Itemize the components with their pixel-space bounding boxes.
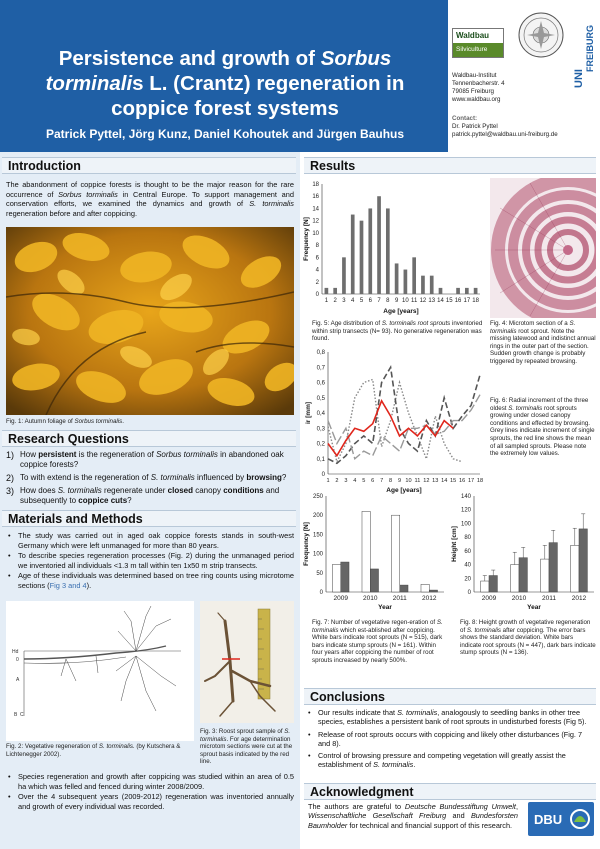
fig8-bar bbox=[549, 543, 557, 592]
fig5-y-tick-label: 16 bbox=[312, 194, 319, 201]
fig6-y-tick-label: 0,3 bbox=[316, 426, 325, 433]
uni-logo-uni: UNI bbox=[573, 69, 585, 88]
fig2-caption: Fig. 2: Vegetative regeneration of S. torminalis. (by Kutschera & Lichtenegger 2002). bbox=[6, 743, 181, 758]
fig5-y-tick-label: 12 bbox=[312, 218, 319, 225]
fig5-bar bbox=[386, 208, 390, 294]
fig5-bar bbox=[395, 263, 399, 294]
fig6-x-tick-label: 8 bbox=[389, 478, 393, 484]
fig6-x-tick-label: 4 bbox=[353, 478, 357, 484]
fig5-age-distribution-chart bbox=[300, 178, 488, 318]
acknowledgment-heading: Acknowledgment bbox=[304, 783, 596, 800]
fig6-x-tick-label: 12 bbox=[423, 478, 430, 484]
fig7-bar bbox=[332, 564, 340, 592]
conclusion-item: • Our results indicate that S. torminalis, analogously to seedling banks in other tree species, establishes a persistent bank of root sprouts in undisturbed forests (Fig 5). bbox=[308, 708, 594, 727]
fig6-x-tick-label: 10 bbox=[405, 478, 412, 484]
fig7-bar bbox=[421, 584, 429, 592]
results-heading: Results bbox=[304, 157, 596, 174]
microtom-section-photo bbox=[490, 178, 596, 318]
fig7-x-tick-label: 2010 bbox=[363, 595, 378, 602]
fig5-x-tick-label: 3 bbox=[342, 298, 346, 304]
fig5-bar bbox=[368, 208, 372, 294]
fig8-y-axis-label: Height [cm] bbox=[451, 526, 458, 562]
institute-line: 79085 Freiburg bbox=[452, 88, 494, 95]
diagram-label-b: B bbox=[14, 712, 18, 718]
fig5-bar bbox=[456, 288, 460, 294]
fig5-x-tick-label: 14 bbox=[437, 298, 444, 304]
fig7-vegetative-regeneration-chart bbox=[300, 490, 448, 616]
fig5-bar bbox=[333, 288, 337, 294]
poster-authors: Patrick Pyttel, Jörg Kunz, Daniel Kohoutek and Jürgen Bauhus bbox=[45, 127, 405, 141]
fig5-x-tick-label: 11 bbox=[411, 298, 418, 304]
fig6-y-tick-label: 0,5 bbox=[316, 395, 325, 402]
fig8-caption: Fig. 8: Height growth of vegetative regeneration of S. torminalis after coppicing. The error bars shows the standard deviation. White bars indicate root sprouts (N = 447), dark bars indicate stump sprouts (N = 136). bbox=[460, 619, 596, 657]
fig7-bar bbox=[391, 515, 399, 592]
fig7-x-tick-label: 2011 bbox=[392, 595, 407, 602]
fig3-caption: Fig. 3: Roost sprout sample of S. torminalis. For age determination microtom sections were cut at the sprout basis indicated by the red line. bbox=[200, 728, 293, 766]
fig5-x-tick-label: 16 bbox=[454, 298, 462, 304]
methods-item: • Age of these individuals was determined based on tree ring counts using microtome sections (Fig 3 and 4). bbox=[8, 571, 294, 590]
fig5-bar bbox=[377, 196, 381, 294]
fig6-y-tick-label: 0,8 bbox=[316, 350, 325, 356]
fig5-x-tick-label: 9 bbox=[394, 298, 399, 304]
fig5-bar bbox=[421, 276, 425, 294]
methods-item: • Over the 4 subsequent years (2009-2012) regeneration was inventoried annually and growth of every individual was recorded. bbox=[8, 792, 294, 811]
uni-logo-freiburg: FREIBURG bbox=[585, 25, 595, 72]
poster-header bbox=[0, 0, 448, 152]
institute-line: Waldbau-Institut bbox=[452, 72, 497, 79]
acknowledgment-text: The authors are grateful to Deutsche Bundesstiftung Umwelt, Wissenschaftliche Gesellschaft Freiburg and Bundesforsten Baumholder for technical and financial support of this research. bbox=[308, 802, 518, 830]
conclusions-list bbox=[308, 708, 594, 771]
fig8-y-tick-label: 40 bbox=[464, 562, 471, 569]
fig5-x-tick-label: 4 bbox=[351, 298, 355, 304]
fig7-bar bbox=[400, 585, 408, 592]
methods-list-2 bbox=[8, 772, 294, 812]
fig8-height-growth-chart bbox=[448, 490, 598, 616]
fig5-bar bbox=[439, 288, 443, 294]
fig5-x-tick-label: 13 bbox=[428, 298, 436, 304]
university-seal-icon bbox=[517, 11, 565, 59]
materials-methods-heading: Materials and Methods bbox=[2, 510, 296, 527]
fig8-y-tick-label: 120 bbox=[460, 507, 471, 514]
fig8-x-tick-label: 2012 bbox=[571, 595, 587, 602]
fig6-caption: Fig. 6: Radial increment of the three oldest S. torminalis root sprouts growing under closed canopy conditions and effected by browsing. Grey lines indicate increment of single sprouts, the red line shows the mean of all sampled sprouts. Please note the extremely low values. bbox=[490, 397, 595, 458]
fig8-x-axis-label: Year bbox=[527, 604, 541, 611]
fig6-y-tick-label: 0,6 bbox=[316, 380, 325, 387]
conclusion-item: • Control of browsing pressure and competing vegetation will greatly assist the establishment of S. torminalis. bbox=[308, 751, 594, 770]
fig6-y-axis-label: ir [mm] bbox=[305, 401, 312, 425]
fig5-x-tick-label: 2 bbox=[333, 298, 337, 304]
dbu-logo bbox=[528, 802, 594, 836]
methods-item: • To describe species regeneration processes (Fig. 2) during the unmanaged period we inventoried all individuals <1.3 m tall within ten 1x50 m strip transects. bbox=[8, 551, 294, 570]
fig5-x-tick-label: 1 bbox=[324, 298, 329, 304]
fig6-x-tick-label: 15 bbox=[450, 478, 457, 484]
contact-heading: Contact: bbox=[452, 115, 478, 122]
fig7-bar bbox=[429, 590, 437, 592]
fig5-y-tick-label: 2 bbox=[315, 279, 319, 286]
fig7-caption: Fig. 7: Number of vegetative regen-eration of S. torminalis which est-ablished after coppicing. White bars indicate root sprouts (N = 515), dark bars indicate stump sprouts (N = 161). Within four years after coppicing the number of root sprouts increased by nearly 500%. bbox=[312, 619, 443, 664]
fig6-x-tick-label: 9 bbox=[397, 478, 402, 484]
fig8-bar bbox=[541, 559, 549, 592]
fig8-y-tick-label: 100 bbox=[460, 521, 471, 528]
fig6-x-tick-label: 7 bbox=[380, 478, 384, 484]
methods-list bbox=[8, 531, 294, 592]
fig8-bar bbox=[481, 581, 489, 592]
autumn-foliage-photo bbox=[6, 227, 294, 415]
contact-info bbox=[452, 115, 598, 139]
fig5-bar bbox=[412, 257, 416, 294]
fig6-x-tick-label: 13 bbox=[432, 478, 439, 484]
fig6-x-tick-label: 11 bbox=[414, 478, 421, 484]
fig5-bar bbox=[342, 257, 346, 294]
fig5-y-tick-label: 4 bbox=[315, 267, 319, 274]
fig5-x-tick-label: 8 bbox=[386, 298, 390, 304]
fig7-y-axis-label: Frequency [N] bbox=[303, 522, 310, 566]
dbu-logo-text: DBU bbox=[534, 812, 563, 827]
fig5-caption: Fig. 5: Age distribution of S. torminalis root sprouts inventoried within strip transects (N= 93). No generative regeneration was found. bbox=[312, 320, 483, 343]
fig6-x-tick-label: 1 bbox=[326, 478, 330, 484]
fig5-bar bbox=[404, 270, 408, 294]
fig8-bar bbox=[571, 545, 579, 592]
fig8-y-tick-label: 80 bbox=[464, 535, 471, 542]
root-sprout-photo bbox=[200, 601, 294, 723]
fig5-x-tick-label: 7 bbox=[377, 298, 381, 304]
waldbau-logo: Waldbau Silviculture bbox=[452, 28, 504, 58]
fig5-y-tick-label: 10 bbox=[312, 230, 319, 237]
fig8-bar bbox=[519, 558, 527, 592]
fig5-x-axis-label: Age [years] bbox=[383, 308, 419, 315]
fig7-bar bbox=[370, 569, 378, 592]
diagram-label-c: C bbox=[20, 712, 24, 718]
fig5-bar bbox=[325, 288, 329, 294]
fig7-y-tick-label: 50 bbox=[316, 570, 323, 577]
fig6-x-tick-label: 18 bbox=[476, 478, 484, 484]
fig7-y-tick-label: 250 bbox=[312, 494, 323, 500]
fig6-series-line-1 bbox=[328, 380, 462, 462]
introduction-text: The abandonment of coppice forests is thought to be the major reason for the rare occurrence of Sorbus torminalis in Central Europe. To support management and conservation efforts, we examined the dynamics and growth of S. torminalis regeneration before and after coppicing. bbox=[6, 180, 294, 218]
fig6-y-tick-label: 0,7 bbox=[316, 365, 325, 372]
fig8-x-tick-label: 2010 bbox=[511, 595, 527, 602]
fig5-y-tick-label: 6 bbox=[315, 255, 319, 262]
diagram-label-hd: Hd bbox=[12, 649, 19, 655]
fig5-bar bbox=[360, 221, 364, 294]
research-questions-list bbox=[6, 450, 294, 509]
conclusions-heading: Conclusions bbox=[304, 688, 596, 705]
fig5-bar bbox=[351, 215, 355, 294]
contact-name: Dr. Patrick Pyttel bbox=[452, 123, 498, 130]
fig6-y-tick-label: 0,1 bbox=[316, 456, 325, 463]
institute-line: Tennenbacherstr. 4 bbox=[452, 80, 505, 87]
fig7-y-tick-label: 100 bbox=[312, 551, 323, 558]
fig6-y-tick-label: 0,2 bbox=[316, 441, 325, 448]
fig5-y-tick-label: 14 bbox=[312, 206, 319, 213]
fig5-x-tick-label: 10 bbox=[402, 298, 409, 304]
fig7-y-tick-label: 150 bbox=[312, 532, 323, 539]
fig6-y-tick-label: 0 bbox=[321, 472, 325, 478]
poster-title: Persistence and growth of Sorbus torminalis L. (Crantz) regeneration in coppice forest systems bbox=[45, 47, 405, 120]
fig5-bar bbox=[474, 288, 478, 294]
fig6-radial-increment-chart bbox=[300, 346, 488, 494]
research-questions-heading: Research Questions bbox=[2, 430, 296, 447]
fig1-caption: Fig. 1: Autumn foliage of Sorbus torminalis. bbox=[6, 418, 124, 425]
fig5-x-tick-label: 17 bbox=[463, 298, 471, 304]
introduction-heading: Introduction bbox=[2, 157, 296, 174]
fig7-x-axis-label: Year bbox=[378, 604, 392, 611]
fig8-bar bbox=[489, 576, 497, 592]
methods-item: • The study was carried out in aged oak coppice forests stands in south-west Germany which were left unmanaged for more than 80 years. bbox=[8, 531, 294, 550]
fig6-series-line-4 bbox=[328, 401, 453, 456]
conclusion-item: • Release of root sprouts occurs with coppicing and likely other disturbances (Fig. 7 and 8). bbox=[308, 730, 594, 749]
research-question: 2) To with extend is the regeneration of S. torminalis influenced by browsing? bbox=[6, 473, 287, 483]
diagram-label-a: A bbox=[16, 677, 20, 683]
fig7-bar bbox=[341, 562, 349, 592]
fig5-x-tick-label: 18 bbox=[472, 298, 479, 304]
fig6-x-tick-label: 2 bbox=[335, 478, 339, 484]
fig6-y-tick-label: 0,4 bbox=[316, 411, 325, 417]
fig5-x-tick-label: 12 bbox=[419, 298, 427, 304]
fig5-bar bbox=[430, 276, 434, 294]
methods-item: • Species regeneration and growth after coppicing was studied within an area of 0.5 ha which was felled and fenced during winter 2008/2009. bbox=[8, 772, 294, 791]
fig6-x-tick-label: 14 bbox=[441, 478, 448, 484]
fig6-series-line-2 bbox=[328, 367, 480, 463]
research-question: 3) How does S. torminalis regenerate under closed canopy conditions and subsequently to coppice cuts? bbox=[6, 486, 280, 505]
fig7-x-tick-label: 2012 bbox=[422, 595, 437, 602]
institute-address bbox=[452, 72, 598, 104]
fig7-y-tick-label: 0 bbox=[319, 590, 323, 596]
fig5-y-tick-label: 8 bbox=[315, 243, 319, 250]
fig8-x-tick-label: 2009 bbox=[481, 595, 497, 602]
fig7-y-tick-label: 200 bbox=[312, 513, 323, 520]
fig8-y-tick-label: 20 bbox=[464, 576, 471, 583]
fig6-x-tick-label: 6 bbox=[371, 478, 375, 484]
fig5-y-axis-label: Frequency [N] bbox=[303, 217, 310, 261]
fig8-y-tick-label: 140 bbox=[460, 494, 471, 500]
contact-email[interactable]: patrick.pyttel@waldbau.uni-freiburg.de bbox=[452, 131, 558, 138]
institute-website[interactable]: www.waldbau.org bbox=[452, 96, 501, 103]
fig8-bar bbox=[579, 529, 587, 592]
fig7-x-tick-label: 2009 bbox=[333, 595, 348, 602]
fig5-y-tick-label: 0 bbox=[315, 292, 319, 298]
fig6-x-tick-label: 5 bbox=[362, 478, 366, 484]
research-question: 1) How persistent is the regeneration of Sorbus torminalis in abandoned oak coppice forests? bbox=[6, 450, 284, 469]
fig6-x-tick-label: 3 bbox=[344, 478, 348, 484]
fig5-x-tick-label: 5 bbox=[359, 298, 364, 304]
fig6-x-axis-label: Age [years] bbox=[386, 487, 422, 494]
fig8-y-tick-label: 60 bbox=[464, 548, 471, 555]
fig5-bar bbox=[465, 288, 469, 294]
fig5-y-tick-label: 18 bbox=[312, 182, 319, 188]
fig6-x-tick-label: 17 bbox=[467, 478, 475, 484]
fig6-x-tick-label: 16 bbox=[459, 478, 466, 484]
regeneration-diagram bbox=[6, 601, 194, 741]
fig7-bar bbox=[362, 511, 370, 592]
fig4-caption: Fig. 4: Microtom section of a S. torminalis root sprout. Note the missing latewood and indistinct annual rings in the outer part of the section. Sudden growth change is probably triggered by repeated browsing. bbox=[490, 320, 596, 365]
fig8-x-tick-label: 2011 bbox=[542, 595, 556, 602]
fig5-x-tick-label: 6 bbox=[368, 298, 372, 304]
fig5-x-tick-label: 15 bbox=[445, 298, 453, 304]
fig8-bar bbox=[511, 565, 519, 592]
diagram-label-0: 0 bbox=[16, 657, 19, 663]
fig8-y-tick-label: 0 bbox=[467, 590, 471, 596]
